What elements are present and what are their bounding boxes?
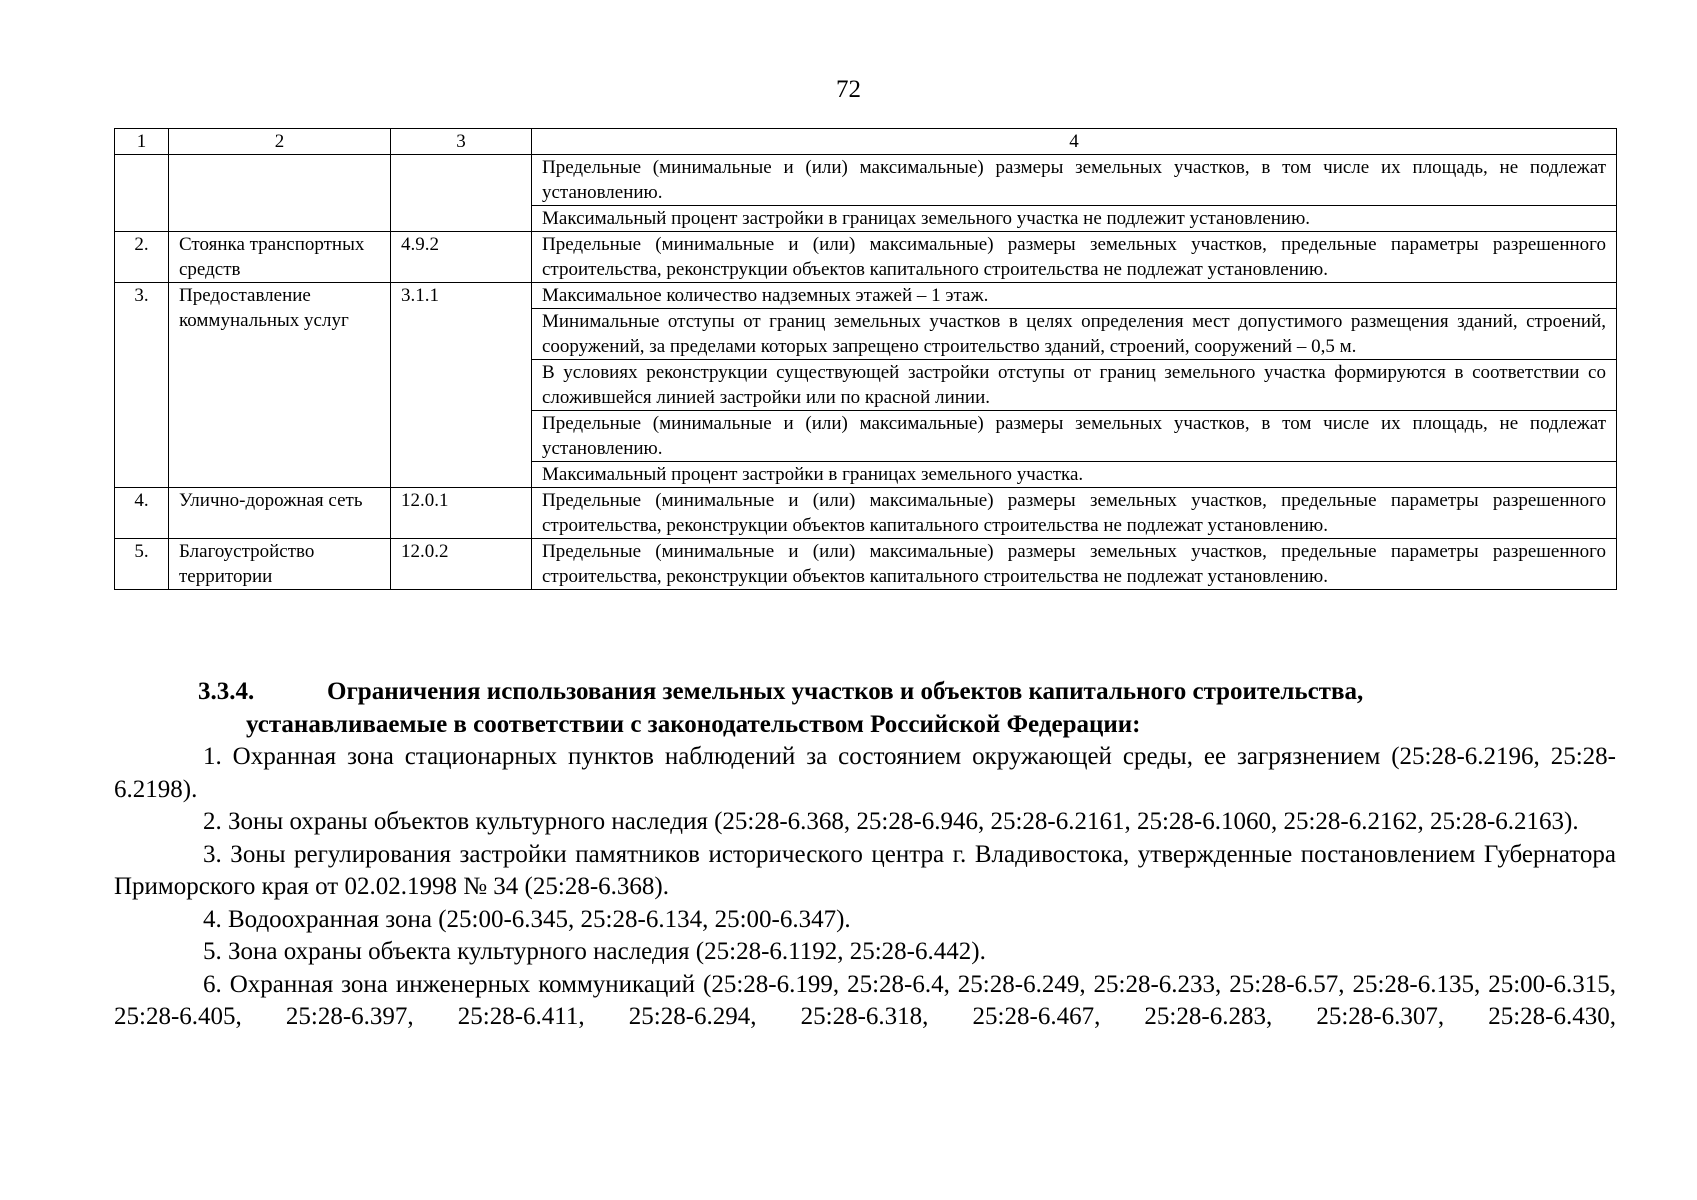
section-heading-line-1: Ограничения использования земельных участков и объектов капитального строительства, — [327, 678, 1364, 705]
use-type-name — [169, 155, 391, 232]
row-number: 4. — [115, 488, 169, 539]
section-number: 3.3.4. — [198, 678, 255, 705]
parameter-cell: Минимальные отступы от границ земельных участков в целях определения мест допустимого размещения зданий, строений, сооружений, за пределами которых запрещено строительство зданий, строений, сооружений – 0,5 м. — [532, 309, 1617, 360]
page-number: 72 — [836, 76, 861, 103]
restriction-item: 6. Охранная зона инженерных коммуникаций (25:28-6.199, 25:28-6.4, 25:28-6.249, 25:28-6.233, 25:28-6.57, 25:28-6.135, 25:00-6.315, 25:28-6.405, 25:28-6.397, 25:28-6.411, 25:28-6.294, 25:28-6.318, 25:28-6.467, 25:28-6.283, 25:28-6.307, 25:28-6.430, — [114, 970, 1616, 1030]
row-number: 5. — [115, 539, 169, 590]
restriction-item: 4. Водоохранная зона (25:00-6.345, 25:28-6.134, 25:00-6.347). — [203, 905, 851, 933]
column-header-3: 3 — [391, 129, 532, 155]
restriction-item: 5. Зона охраны объекта культурного наследия (25:28-6.1192, 25:28-6.442). — [203, 938, 986, 965]
use-type-code: 3.1.1 — [391, 283, 532, 488]
table-row — [115, 539, 1617, 590]
use-type-name: Благоустройство территории — [169, 539, 391, 590]
restriction-item: 2. Зоны охраны объектов культурного наследия (25:28-6.368, 25:28-6.946, 25:28-6.2161, 25:28-6.1060, 25:28-6.2162, 25:28-6.2163). — [203, 808, 1579, 835]
restrictions-list — [114, 741, 1616, 1034]
row-number: 3. — [115, 283, 169, 488]
use-type-code — [391, 155, 532, 232]
use-type-code: 4.9.2 — [391, 232, 532, 283]
parameter-cell: Предельные (минимальные и (или) максимальные) размеры земельных участков, предельные параметры разрешенного строительства, реконструкции объектов капитального строительства не подлежат установлению. — [532, 232, 1617, 283]
row-number: 2. — [115, 232, 169, 283]
table-row — [115, 488, 1617, 539]
section-heading — [114, 676, 1616, 741]
row-number — [115, 155, 169, 232]
parameter-cell: Предельные (минимальные и (или) максимальные) размеры земельных участков, предельные параметры разрешенного строительства, реконструкции объектов капитального строительства не подлежат установлению. — [532, 539, 1617, 590]
table-row — [115, 232, 1617, 283]
land-use-rules-table — [114, 128, 1617, 590]
column-header-2: 2 — [169, 129, 391, 155]
parameter-cell: Предельные (минимальные и (или) максимальные) размеры земельных участков, в том числе их площадь, не подлежат установлению. — [532, 411, 1617, 462]
parameter-cell: Предельные (минимальные и (или) максимальные) размеры земельных участков, предельные параметры разрешенного строительства, реконструкции объектов капитального строительства не подлежат установлению. — [532, 488, 1617, 539]
table-row — [115, 283, 1617, 309]
column-header-4: 4 — [532, 129, 1617, 155]
use-type-name: Предоставление коммунальных услуг — [169, 283, 391, 488]
restriction-item: 3. Зоны регулирования застройки памятников исторического центра г. Владивостока, утвержденные постановлением Губернатора Приморского края от 02.02.1998 № 34 (25:28-6.368). — [114, 840, 1616, 900]
section-heading-line-2: устанавливаемые в соответствии с законодательством Российской Федерации: — [246, 710, 1141, 738]
parameter-cell: Максимальное количество надземных этажей – 1 этаж. — [532, 283, 1617, 309]
use-type-code: 12.0.1 — [391, 488, 532, 539]
parameter-cell: В условиях реконструкции существующей застройки отступы от границ земельного участка формируются в соответствии со сложившейся линией застройки или по красной линии. — [532, 360, 1617, 411]
use-type-name: Стоянка транспортных средств — [169, 232, 391, 283]
table-row — [115, 155, 1617, 206]
use-type-code: 12.0.2 — [391, 539, 532, 590]
use-type-name: Улично-дорожная сеть — [169, 488, 391, 539]
table-header-row — [115, 129, 1617, 155]
parameter-cell: Максимальный процент застройки в границах земельного участка. — [532, 462, 1617, 488]
parameter-cell: Максимальный процент застройки в границах земельного участка не подлежит установлению. — [532, 206, 1617, 232]
restriction-item: 1. Охранная зона стационарных пунктов наблюдений за состоянием окружающей среды, ее загрязнением (25:28-6.2196, 25:28-6.2198). — [114, 743, 1616, 803]
restrictions-section — [114, 676, 1616, 1034]
column-header-1: 1 — [115, 129, 169, 155]
parameter-cell: Предельные (минимальные и (или) максимальные) размеры земельных участков, в том числе их площадь, не подлежат установлению. — [532, 155, 1617, 206]
